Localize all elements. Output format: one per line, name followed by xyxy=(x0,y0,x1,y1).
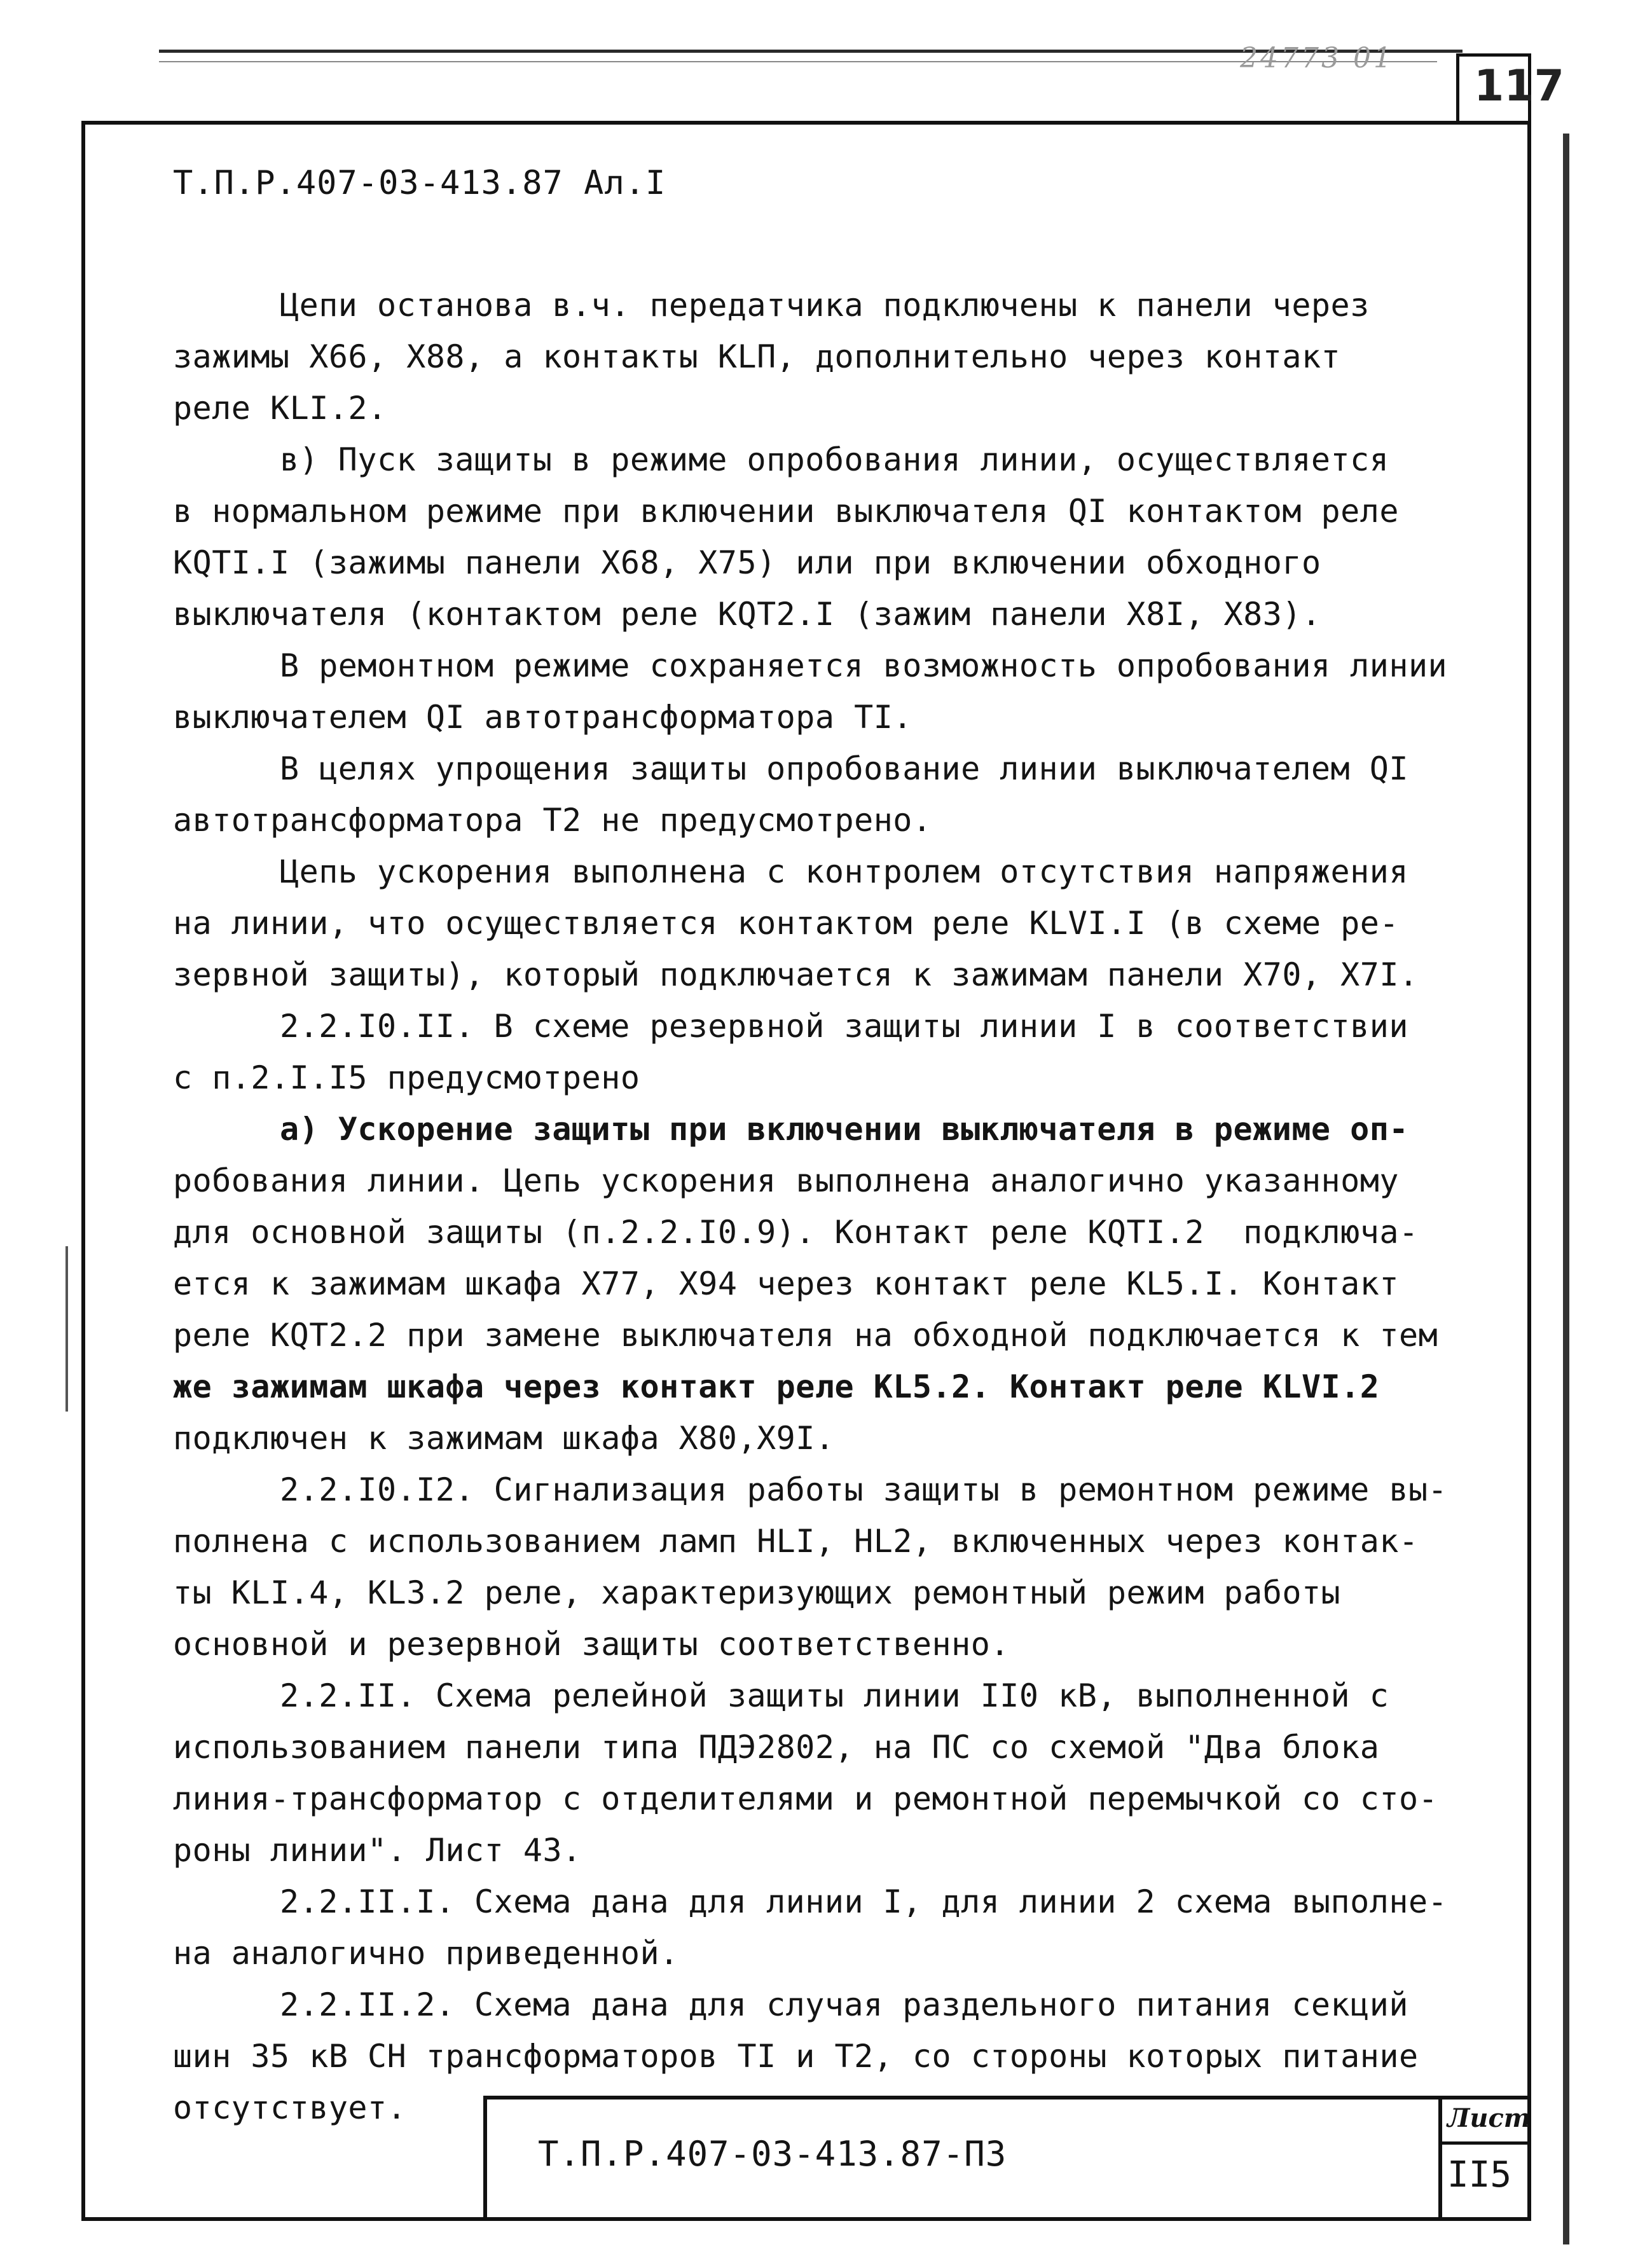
text-line: KQTI.I (зажимы панели X68, X75) или при включении обходного xyxy=(173,544,1321,581)
binding-mark xyxy=(65,1246,68,1412)
text-line: 2.2.I0.II. В схеме резервной защиты линии I в соответствии xyxy=(280,1008,1408,1045)
text-line: В ремонтном режиме сохраняется возможность опробования линии xyxy=(280,647,1448,684)
document-code: Т.П.Р.407-03-413.87 Ал.I xyxy=(173,164,666,202)
text-line: основной и резервной защиты соответственно. xyxy=(173,1626,1010,1663)
text-line: полнена с использованием ламп HLI, HL2, включенных через контак- xyxy=(173,1523,1419,1560)
page-tab-number: 117 xyxy=(1474,61,1564,111)
text-line: шин 35 кВ СН трансформаторов TI и T2, со стороны которых питание xyxy=(173,2038,1419,2075)
text-line: в нормальном режиме при включении выключателя QI контактом реле xyxy=(173,493,1399,530)
text-line: на линии, что осуществляется контактом реле KLVI.I (в схеме ре- xyxy=(173,905,1399,942)
text-line: выключателем QI автотрансформатора TI. xyxy=(173,699,912,736)
text-line: автотрансформатора T2 не предусмотрено. xyxy=(173,802,932,839)
text-line: реле KLI.2. xyxy=(173,390,387,427)
text-line: ты KLI.4, KL3.2 реле, характеризующих ремонтный режим работы xyxy=(173,1574,1341,1611)
text-line: Цепь ускорения выполнена с контролем отсутствия напряжения xyxy=(280,853,1408,890)
text-line: 2.2.I0.I2. Сигнализация работы защиты в ремонтном режиме вы- xyxy=(280,1471,1448,1508)
text-line: роны линии". Лист 43. xyxy=(173,1832,582,1869)
text-line: отсутствует. xyxy=(173,2089,407,2126)
text-line: ется к зажимам шкафа X77, X94 через контакт реле KL5.I. Контакт xyxy=(173,1265,1399,1302)
text-line: реле KQT2.2 при замене выключателя на обходной подключается к тем xyxy=(173,1317,1438,1354)
sheet-divider xyxy=(1438,2141,1531,2145)
text-line: зажимы X66, X88, а контакты KLП, дополнительно через контакт xyxy=(173,338,1341,375)
sheet-number: II5 xyxy=(1447,2154,1512,2196)
text-line: же зажимам шкафа через контакт реле KL5.2. Контакт реле KLVI.2 xyxy=(173,1368,1380,1405)
text-line: для основной защиты (п.2.2.I0.9). Контакт реле KQTI.2 подключа- xyxy=(173,1214,1419,1251)
archive-number: 24773 01 xyxy=(1240,42,1394,74)
text-line: в) Пуск защиты в режиме опробования линии, осуществляется xyxy=(280,441,1389,478)
text-line: зервной защиты), который подключается к зажимам панели X70, X7I. xyxy=(173,956,1419,993)
text-line: линия-трансформатор с отделителями и ремонтной перемычкой со сто- xyxy=(173,1780,1438,1817)
body-text xyxy=(173,280,1483,2134)
text-line: В целях упрощения защиты опробование линии выключателем QI xyxy=(280,750,1408,787)
title-block-code: Т.П.Р.407-03-413.87-ПЗ xyxy=(538,2134,1007,2174)
sheet-frame-shadow xyxy=(1563,134,1569,2244)
text-line: 2.2.II.2. Схема дана для случая раздельного питания секций xyxy=(280,1986,1408,2023)
text-line: использованием панели типа ПДЭ2802, на ПС со схемой "Два блока xyxy=(173,1729,1380,1766)
text-line: на аналогично приведенной. xyxy=(173,1935,679,1972)
text-line: а) Ускорение защиты при включении выключателя в режиме оп- xyxy=(280,1111,1408,1148)
text-line: с п.2.I.I5 предусмотрено xyxy=(173,1059,640,1096)
text-line: подключен к зажимам шкафа X80,X9I. xyxy=(173,1420,835,1457)
text-line: робования линии. Цепь ускорения выполнена аналогично указанному xyxy=(173,1162,1399,1199)
text-line: выключателя (контактом реле KQT2.I (зажим панели X8I, X83). xyxy=(173,596,1321,633)
sheet-label: Лист xyxy=(1447,2103,1531,2133)
text-line: 2.2.II.I. Схема дана для линии I, для линии 2 схема выполне- xyxy=(280,1883,1448,1920)
text-line: Цепи останова в.ч. передатчика подключены к панели через xyxy=(280,287,1370,324)
text-line: 2.2.II. Схема релейной защиты линии II0 кВ, выполненной с xyxy=(280,1677,1389,1714)
